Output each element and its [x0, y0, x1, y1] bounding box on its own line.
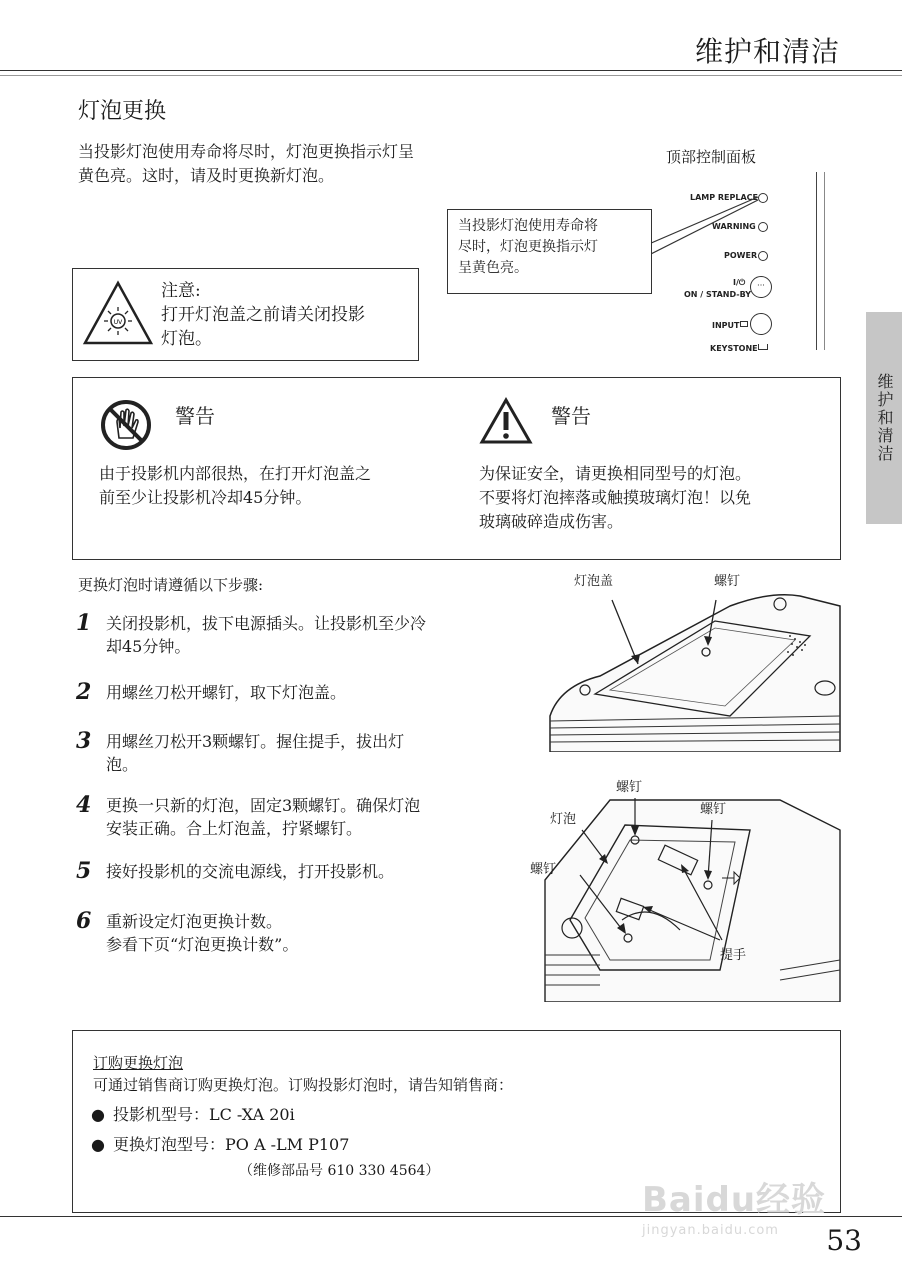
lamp-label: 灯泡 — [550, 812, 577, 827]
step-line: 重新设定灯泡更换计数。 — [106, 912, 283, 931]
step-line: 更换一只新的灯泡，固定3颗螺钉。确保灯泡 — [106, 796, 421, 815]
step-number: 6 — [76, 908, 92, 934]
watermark-url: jingyan.baidu.com — [642, 1223, 779, 1238]
warning-line: 为保证安全，请更换相同型号的灯泡。 — [479, 464, 752, 483]
uv-warning-icon — [81, 277, 155, 351]
caution-title: 注意: — [161, 281, 201, 301]
replacement-lamp-model: ● 更换灯泡型号：PO A -LM P107 — [91, 1133, 349, 1157]
handle-label: 提手 — [720, 948, 747, 963]
order-text: 可通过销售商订购更换灯泡。订购投影灯泡时，请告知销售商： — [93, 1076, 514, 1094]
callout-line: 尽时，灯泡更换指示灯 — [458, 239, 598, 255]
on-standby-label: ON / STAND-BY — [684, 290, 752, 299]
step-line: 安装正确。合上灯泡盖，拧紧螺钉。 — [106, 819, 363, 838]
page-number: 53 — [826, 1224, 862, 1257]
warning-line: 玻璃破碎造成伤害。 — [479, 512, 624, 531]
warning-line: 前至少让投影机冷却45分钟。 — [99, 488, 312, 507]
no-touch-hand-icon — [99, 398, 153, 452]
intro-line: 当投影灯泡使用寿命将尽时，灯泡更换指示灯呈 — [78, 142, 415, 161]
warning-line: 不要将灯泡摔落或触摸玻璃灯泡！以免 — [479, 488, 752, 507]
screw-label-right: 螺钉 — [700, 802, 727, 817]
cover-screw-label: 螺钉 — [714, 574, 741, 589]
step-line: 参看下页“灯泡更换计数”。 — [106, 935, 299, 954]
screw-label-top: 螺钉 — [616, 780, 643, 795]
intro-line: 黄色亮。这时，请及时更换新灯泡。 — [78, 166, 335, 185]
caution-box — [72, 268, 419, 361]
step-line: 接好投影机的交流电源线，打开投影机。 — [106, 862, 395, 881]
section-title: 灯泡更换 — [78, 99, 167, 124]
caution-line: 打开灯泡盖之前请关闭投影 — [161, 305, 365, 325]
warning-label: WARNING — [712, 222, 756, 231]
lamp-unit-illustration — [540, 770, 842, 1002]
projector-model: ● 投影机型号：LC -XA 20i — [91, 1103, 295, 1127]
step-number: 2 — [76, 679, 92, 705]
page-header-title: 维护和清洁 — [694, 35, 840, 68]
lamp-indicator-callout — [447, 209, 652, 294]
callout-line: 呈黄色亮。 — [458, 260, 528, 276]
step-number: 4 — [76, 792, 92, 818]
baidu-watermark — [642, 1172, 826, 1238]
step-line: 关闭投影机，拔下电源插头。让投影机至少冷 — [106, 614, 427, 633]
caution-line: 灯泡。 — [161, 329, 212, 349]
screw-label-left: 螺钉 — [530, 862, 557, 877]
lamp-cover-illustration — [540, 566, 842, 752]
warning-title-left: 警告 — [175, 404, 215, 428]
watermark-brand: Baidu经验 — [642, 1180, 827, 1220]
step-number: 1 — [76, 610, 92, 636]
step-line: 用螺丝刀松开螺钉，取下灯泡盖。 — [106, 683, 347, 702]
warning-box — [72, 377, 841, 560]
keystone-label: KEYSTONE — [710, 344, 758, 353]
exclamation-warning-icon — [479, 396, 533, 446]
step-line: 却45分钟。 — [106, 637, 191, 656]
order-title: 订购更换灯泡 — [93, 1054, 184, 1072]
step-number: 5 — [76, 858, 92, 884]
warning-title-right: 警告 — [551, 404, 591, 428]
control-panel-title: 顶部控制面板 — [666, 148, 757, 166]
steps-intro: 更换灯泡时请遵循以下步骤: — [78, 576, 264, 594]
service-part-number: （维修部品号 610 330 4564） — [239, 1163, 440, 1179]
lamp-replace-label: LAMP REPLACE — [690, 193, 759, 202]
callout-line: 当投影灯泡使用寿命将 — [458, 218, 598, 234]
side-chapter-tab[interactable]: 维护和清洁 — [866, 312, 902, 524]
step-number: 3 — [76, 728, 92, 754]
warning-line: 由于投影机内部很热，在打开灯泡盖之 — [99, 464, 372, 483]
power-label: POWER — [724, 251, 758, 260]
on-standby-button[interactable]: ··· — [750, 276, 772, 298]
step-line: 泡。 — [106, 755, 139, 774]
lamp-cover-label: 灯泡盖 — [574, 574, 614, 589]
step-line: 用螺丝刀松开3颗螺钉。握住提手，拔出灯 — [106, 732, 405, 751]
on-standby-symbol: I/⏻ — [733, 278, 746, 287]
input-label: INPUT — [712, 321, 740, 330]
svg-text:UV: UV — [113, 319, 123, 326]
